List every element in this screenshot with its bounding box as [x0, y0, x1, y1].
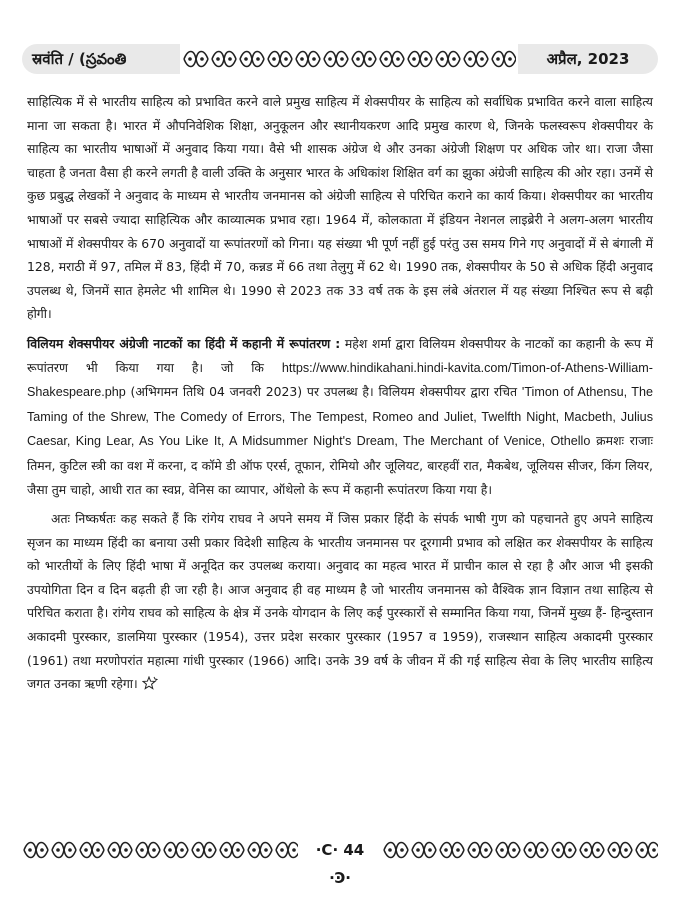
footer-ornament-right [382, 837, 658, 863]
header-ornament [182, 46, 516, 72]
article-body [27, 90, 653, 696]
paragraph-2 [27, 332, 653, 501]
ornament-border-icon [182, 46, 516, 72]
ornament-border-icon [382, 837, 658, 863]
page-header [22, 44, 658, 74]
play-titles: 'Timon of Athensu, The Taming of the Shrew, The Comedy of Errors, The Tempest, Romeo and Juliet, Twelfth Night, Macbeth, Julius Caesar, King Lear, As You Like It, A Midsummer Night's Dream, The Merchant of Venice, Othello [27, 385, 653, 449]
source-url: https://www.hindikahani.hindi-kavita.com/Timon-of-Athens-William-Shakespeare.php [27, 360, 653, 400]
journal-title: स्रवंति / (స్రవంతి [22, 44, 180, 74]
page-number: ·C· 44 ·Ͽ· [315, 841, 365, 887]
section-heading: विलियम शेक्सपीयर अंग्रेजी नाटकों का हिंदी में कहानी में रूपांतरण : [27, 335, 341, 351]
footer-ornament-left [22, 837, 298, 863]
paragraph-3-text: अतः निष्कर्षतः कह सकते हैं कि रांगेय राघव ने अपने समय में जिस प्रकार हिंदी के संपर्क भाषी गुण को पहचानते हुए अपने साहित्य सृजन का माध्यम हिंदी का बनाया उसी प्रकार विदेशी साहित्य के भारतीय जनमानस पर दूरगामी प्रभाव को लक्षित कर शेक्सपीयर के साहित्य को भारतीयों के लिए हिंदी भाषा में अनूदित कर उपलब्ध कराया। अनुवाद का महत्व भारत में प्राचीन काल से रहा है और आज भी इसकी उपयोगिता दिन व दिन बढ़ती ही जा रही है। आज अनुवाद ही वह माध्यम है जो भारतीय जनमानस को वैश्विक ज्ञान विज्ञान तथा साहित्य से परिचित कराता है। रांगेय राघव को साहित्य के क्षेत्र में उनके योगदान के लिए कई पुरस्कारों से सम्मानित किया गया, जिनमें मुख्य हैं- हिन्दुस्तान अकादमी पुरस्कार, डालमिया पुरस्कार (1954), उत्तर प्रदेश सरकार पुरस्कार (1957 व 1959), राजस्थान साहित्य अकादमी पुरस्कार (1961) तथा मरणोपरांत महात्मा गांधी पुरस्कार (1966) आदि। उनके 39 वर्ष के जीवन में की गई साहित्य सेवा के लिए भारतीय साहित्य जगत उनका ऋणी रहेगा। [27, 511, 653, 692]
page-footer [22, 836, 658, 887]
paragraph-2-text-b: (अभिगमन तिथि 04 जनवरी 2023) पर उपलब्ध है। विलियम शेक्सपीयर द्वारा रचित [125, 384, 522, 400]
ornament-border-icon [22, 837, 298, 863]
end-star-icon [142, 676, 158, 690]
paragraph-1: साहित्यिक में से भारतीय साहित्य को प्रभावित करने वाले प्रमुख साहित्य में शेक्सपीयर के साहित्य को सर्वाधिक प्रभावित करने वाला साहित्य माना जा सकता है। भारत में औपनिवेशिक शिक्षा, अनुकूलन और स्थानीयकरण आदि प्रमुख कारण थे, जिनके फलस्वरूप शेक्सपीयर के साहित्य का भारतीय भाषाओं में अनुवाद किया गया। वैसे भी शासक अंग्रेज थे और उनका अंग्रेजी शिक्षण पर अधिक जोर था। राजा जैसा चाहता है जनता वैसा ही करने लगती है वाली उक्ति के अनुसार भारत के अधिकांश शिक्षित वर्ग का झुका अंग्रेजी साहित्य की ओर रहा। उनमें से कुछ प्रबुद्ध लेखकों ने अनुवाद के माध्यम से भारतीय जनमानस को अंग्रेजी साहित्य से परिचित कराने का कार्य किया। शेक्सपीयर का भारतीय भाषाओं पर सबसे ज्यादा साहित्यिक और काव्यात्मक प्रभाव रहा। 1964 में, कोलकाता में इंडियन नेशनल लाइब्रेरी ने अलग-अलग भारतीय भाषाओं में शेक्सपीयर के 670 अनुवादों या रूपांतरणों को गिना। यह संख्या भी पूर्ण नहीं हुई परंतु उस समय गिने गए अनुवादों में से बंगाली में 128, मराठी में 97, तमिल में 83, हिंदी में 70, कन्नड में 66 तथा तेलुगु में 62 थे। 1990 तक, शेक्सपीयर के 50 से अधिक हिंदी अनुवाद उपलब्ध थे, जिनमें सात हेमलेट भी शामिल थे। 1990 से 2023 तक 33 वर्ष तक के इस लंबे अंतराल में यह संख्या निश्चित रूप से बढ़ी होगी। [27, 94, 653, 322]
paragraph-3 [27, 507, 653, 696]
issue-date: अप्रैल, 2023 [518, 44, 658, 74]
paragraph-2-text-c: क्रमशः राजाः तिमन, कुटिल स्त्री का वश में करना, द कॉमे डी ऑफ एरर्स, तूफान, रोमियो और जूलियट, बारहवीं रात, मैकबेथ, जूलियस सीजर, किंग लियर, जैसा तुम चाहो, आधी रात का स्वप्न, वेनिस का व्यापार, ऑथेलो के रूप में कहानी रूपांतरण किया गया है। [27, 433, 653, 497]
paragraph-2-text-a: महेश शर्मा द्वारा विलियम शेक्सपीयर के नाटकों का कहानी के रूप में रूपांतरण भी किया गया है। जो कि [27, 335, 653, 375]
